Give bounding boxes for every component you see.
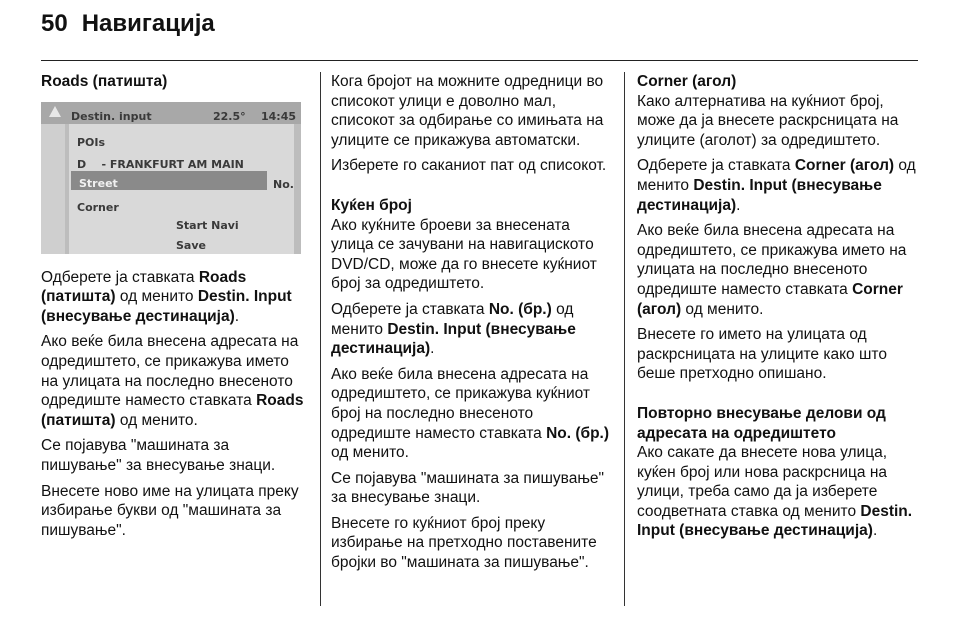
menu-item-number: No. [273, 177, 294, 191]
paragraph: Изберете го саканиот пат од списокот. [331, 157, 607, 175]
column-divider [320, 72, 321, 606]
menu-item-pois: POIs [77, 135, 106, 149]
paragraph: Се појавува "машината за пишување" за внесување знаци. [331, 469, 605, 507]
column-3 [637, 72, 922, 547]
paragraph: Внесете го куќниот број преку избирање на претходно поставените бројки во "машината за пишување". [331, 514, 597, 572]
screen-time: 14:45 [261, 109, 297, 123]
warning-icon [49, 106, 61, 117]
screen-title: Destin. input [71, 109, 152, 123]
paragraph: Одберете ја ставката Roads (патишта) од менито Destin. Input (внесување дестинација). [41, 268, 292, 325]
paragraph: Внесете ново име на улицата преку избирање букви од "машината за пишување". [41, 482, 299, 539]
column-1 [41, 72, 309, 546]
section-heading: Куќен број [331, 196, 412, 214]
column-2 [331, 72, 611, 579]
paragraph: Како алтернатива на куќниот број, може да ја внесете раскрсницата на улиците (аголот) за одредиштето. [637, 92, 899, 149]
menu-item-save: Save [176, 238, 206, 252]
menu-item-start-navi: Start Navi [176, 218, 239, 232]
section-heading: Roads (патишта) [41, 73, 168, 90]
page-number: 50 [41, 10, 68, 37]
paragraph: Се појавува "машината за пишување" за внесување знаци. [41, 437, 276, 474]
menu-item-street-selected [71, 171, 267, 190]
paragraph: Одберете ја ставката No. (бр.) од менито Destin. Input (внесување дестинација). [331, 300, 576, 358]
paragraph: Ако веќе била внесена адресата на одредиштето, се прикажува името на улицата на последно внесеното одредиште наместо ставката Roads (патишта) од менито. [41, 333, 304, 429]
paragraph: Кога бројот на можните одредници во списокот улици е доволно мал, списокот за одбирање со имињата на улиците се прикажува автоматски. [331, 73, 604, 149]
section-heading: Повторно внесување делови од адресата на одредиштето [637, 404, 886, 442]
section-heading: Corner (агол) [637, 73, 737, 90]
paragraph: Ако сакате да внесете нова улица, куќен број или нова раскрсница на улици, треба само да ја изберете соодветната ставка од менито Destin. Input (внесување дестинација). [637, 444, 913, 540]
screen-sidebar [41, 124, 65, 254]
navigation-screenshot [41, 102, 301, 254]
header-rule [41, 60, 918, 61]
paragraph: Одберете ја ставката Corner (агол) од менито Destin. Input (внесување дестинација). [637, 157, 916, 214]
paragraph: Ако куќните броеви за внесената улица се зачувани на навигацискотo DVD/CD, може да го внесете куќниот број за одредиштето. [331, 216, 597, 293]
page-title: Навигација [81, 10, 215, 37]
menu-item-street: Street [79, 176, 118, 190]
column-divider [624, 72, 625, 606]
paragraph: Ако веќе била внесена адресата на одредиштето, се прикажува името на улицата на последно внесеното одредиште наместо ставката Corner (агол) од менито. [637, 222, 907, 318]
screen-temperature: 22.5° [213, 109, 246, 123]
paragraph: Ако веќе била внесена адресата на одредиштето, се прикажува куќниот број на последно внесеното одредиште наместо ставката No. (бр.) од менито. [331, 365, 610, 462]
menu-item-corner: Corner [77, 200, 119, 214]
page-header [41, 10, 215, 38]
paragraph: Внесете го името на улицата од раскрсницата на улиците како што беше претходно опишано. [637, 326, 887, 383]
menu-item-destination: D - FRANKFURT AM MAIN [77, 157, 244, 171]
